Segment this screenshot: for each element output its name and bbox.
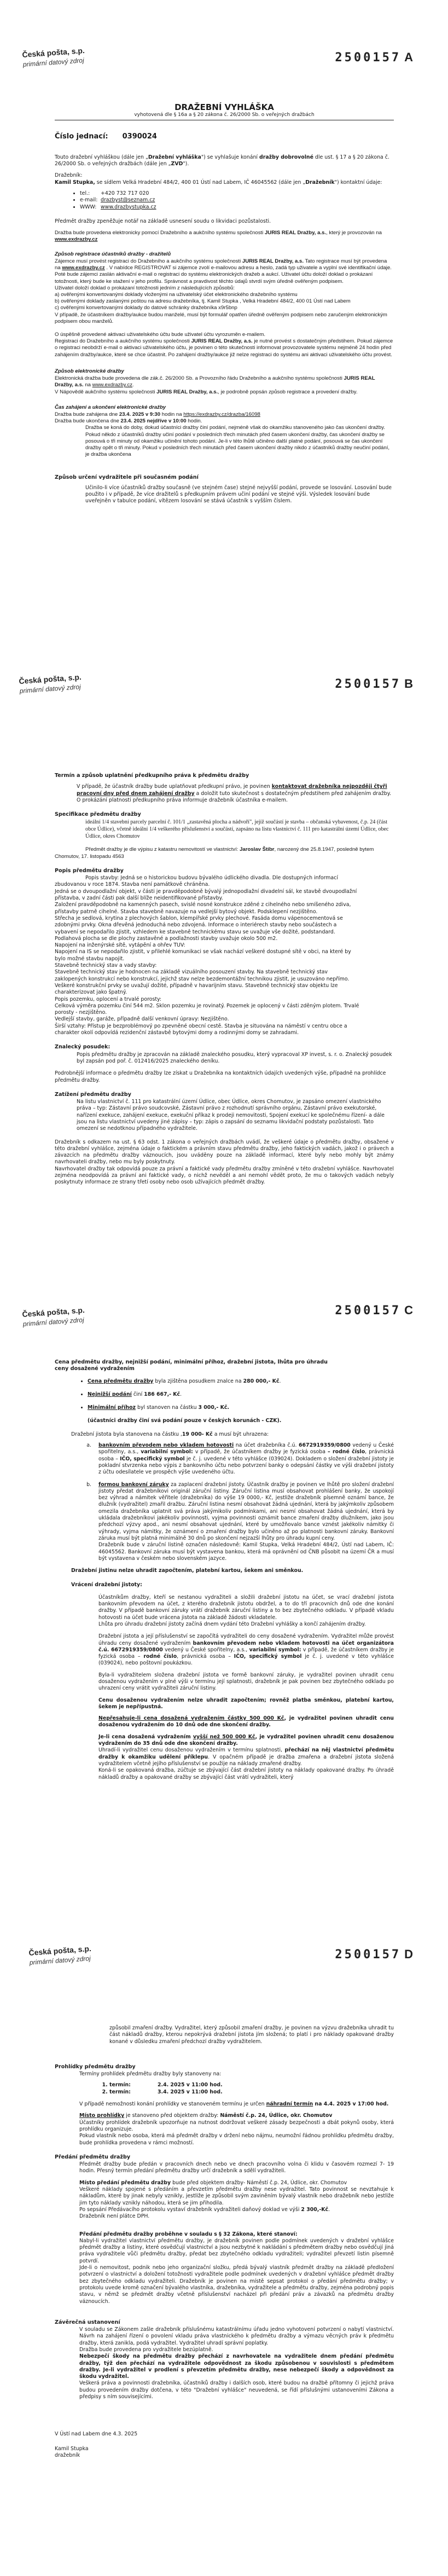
text: dražby dobrovolné <box>259 154 313 160</box>
description-heading: Popis předmětu dražby <box>55 867 124 874</box>
signature-block <box>55 2431 394 2459</box>
text: vyšší než 500 000 Kč <box>193 1733 255 1740</box>
text: náhradní termín <box>266 2101 313 2108</box>
repeat-text: Koná-li se opakovaná dražba, zúčtuje se zbývající část dražební jistoty na náklady opakované dražby. Po úhradě nákladů dražby a opakované dražby se zbývající část vrátí vydražiteli, který <box>98 1767 394 1780</box>
start-time: 23.4. 2025 v 9:30 <box>119 411 161 418</box>
description-line: Jedná se o dvoupodlažní objekt, v části je pravděpodobně bývalý jednopodlažní divadelní sál, ke stavbě dvoupodlažní přístavba, v zadní části pak další blíže neidentifikované přístavby. <box>55 888 357 902</box>
tour-term <box>109 2082 394 2088</box>
registration-text <box>55 258 394 285</box>
text: JURIS REAL Dražby, a.s. <box>264 230 327 236</box>
time-detail: Dražba se koná do doby, dokud účastníci dražby činí podání, nejméně však do okamžiku stanoveného jako čas ukončení dražby. Pokud někdo z účastníků dražby učiní podání v posledních třech minutách před časem ukončení dražby, čas ukončení dražby se posouvá o tři minuty od okamžiku učinění tohoto podání. Je-li v této lhůtě učiněno další platné podání, posouvá se čas ukončení dražby opět o tři minuty. Pokud v posledních třech minutách před časem ukončení dražby nikdo z účastníků dražby neučiní podání, je dražba ukončena <box>85 425 390 458</box>
contact-label: e-mail: <box>80 197 98 204</box>
text: a doložit tuto skutečnost s dostatečným předstihem před zahájením dražby. <box>194 790 391 797</box>
safety-note: Účastníky prohlídek dražebník upozorňuje na nutnost dodržovat veškeré zásady bezpečnosti a dbát pokynů osoby, která prohlídku organizuje. <box>79 2119 394 2132</box>
text: byl stanoven na částku <box>136 1405 199 1411</box>
text: , který je provozován na <box>326 230 382 236</box>
page-suffix: B <box>404 677 415 691</box>
text: Elektronická dražba bude provedena dle zák.č. 26/2000 Sb. a Provozního řádu Dražebního a aukčního systému společnosti <box>55 375 344 382</box>
postal-stamp <box>19 672 82 695</box>
postal-org: Česká pošta, s.p. <box>22 1306 85 1319</box>
page-suffix: D <box>404 1947 415 1961</box>
registration-section <box>55 258 394 358</box>
text: Tato registrace musí být provedena na <box>55 258 387 271</box>
exdrazby-link[interactable]: www.exdrazby.cz <box>92 382 133 388</box>
text: Místo předání předmětu dražby <box>79 2179 171 2186</box>
czk-note: (účastníci dražby činí svá podání pouze v českých korunách - CZK). <box>88 1418 282 1424</box>
reference-number <box>55 134 394 140</box>
settle-text <box>98 1633 394 1667</box>
handover-section <box>55 2161 394 2305</box>
owner-name: Jaroslav Štíbr <box>240 846 275 853</box>
more-info: Podrobnější informace o předmětu dražby lze získat u Dražebníka na kontaktních údajích uvedených výše, případně na prohlídce předmětu dražby. <box>55 1070 386 1083</box>
vat-note: Dražebník není plátce DPH. <box>79 2213 150 2220</box>
text: variabilní symbol: <box>141 1449 193 1455</box>
tour-address: Náměstí č.p. 24, Údlice, okr. Chomutov <box>220 2113 333 2119</box>
place-date: V Ústí nad Labem dne 4.3. 2025 <box>55 2431 138 2438</box>
tour-term <box>109 2089 394 2096</box>
tour-intro: Termíny prohlídek předmětu dražby byly stanoveny na: <box>79 2071 222 2078</box>
ownership-text <box>98 1747 394 1767</box>
preemption-heading: Termín a způsob uplatnění předkupního práva k předmětu dražby <box>55 773 249 779</box>
winner-heading: Způsob určení vydražitele při současném podání <box>55 474 199 481</box>
lowest-bid: 186 667,- Kč <box>144 1391 181 1397</box>
return-section <box>55 1594 394 1781</box>
document-number-value: 2500157 <box>335 1304 402 1318</box>
text: Dražba bude ukončena dne <box>55 418 121 425</box>
signer-name: Kamil Stupka <box>55 2445 89 2452</box>
text: JURIS REAL Dražby, a.s. <box>156 388 218 395</box>
end-line <box>55 418 394 425</box>
s32-text-1: Nabyl-li vydražitel vlastnictví předmětu dražby, je dražebník povinen podle podmínek uvedených v dražební vyhlášce předmět dražby a listiny, které osvědčují vlastnictví a jsou nezbytné k nakládání s předmětem dražby nebo osvědčují jiná práva vydražitele vůči předmětu dražby, předat bez zbytečného odkladu vydražiteli; vydražitel převzetí listin písemně potvrdí. <box>79 2237 394 2264</box>
text: JURIS REAL Dražby, a.s. <box>242 258 304 264</box>
owner-refuse-note: Pokud vlastník nebo osoba, která má předmět dražby v držení nebo nájmu, neumožní řádnou prohlídku předmětu dražby, bude prohlídka provedena v rámci možností. <box>79 2133 394 2146</box>
price-item <box>88 1405 394 1411</box>
document-number-value: 2500157 <box>335 677 402 691</box>
registration-way-c: c) ověřenými konvertovanými doklady do datové schránky dražebníka x9r5bnp <box>55 305 237 311</box>
return-heading: Vrácení dražební jistoty: <box>71 1582 142 1588</box>
expert-heading: Znalecký posudek: <box>55 1044 110 1051</box>
continuation-text: způsobil zmaření dražby. Vydražitel, který způsobil zmaření dražby, je povinen na výzvu dražebníka uhradit tu část nákladů dražby, kterou nepokrývá dražební jistota jím složená; to platí i pro náklady opakované dražby konané v důsledku zmaření předchozí dražby vydražitelem. <box>109 2025 394 2045</box>
payment-method-a <box>93 1442 394 1476</box>
text: Minimální příhoz <box>88 1405 136 1411</box>
contact-email <box>80 197 394 204</box>
text: , narozený dne 25.8.1947, posledně bytem Chomutov, 17. listopadu 4563 <box>55 846 374 860</box>
end-time: 23.4. 2025 nejdříve v 10:00 <box>120 418 187 425</box>
handover-place <box>79 2180 394 2186</box>
document-number-value: 2500157 <box>335 1948 402 1962</box>
tour-section <box>55 2101 394 2146</box>
signer-role: dražebník <box>55 2452 80 2458</box>
text: V případě, že účastník dražby bude uplatňovat předkupní právo, je povinen <box>77 784 272 790</box>
specification-heading: Specifikace předmětu dražby <box>55 811 141 818</box>
text: Dražba bude zahájena dne <box>55 411 119 418</box>
postal-sub: primární datový zdroj <box>29 1954 91 1966</box>
text: v případě, že účastníkem dražby je fyzická osoba <box>193 1449 328 1455</box>
text: IČO, specifický symbol <box>120 1455 185 1462</box>
email-link[interactable]: drazbyst@seznam.cz <box>101 197 155 204</box>
page-3 <box>0 1288 448 1932</box>
method-text <box>55 375 394 388</box>
text: Dražební jistota byla stanovena na částku , <box>71 1431 182 1437</box>
phone-value: +420 732 717 020 <box>101 190 149 197</box>
costs-text: Veškeré náklady spojené s předáním a převzetím předmětu dražby nese vydražitel. Tato povinnost se nevztahuje k nákladům, které by jinak nebyly vznikly, jestliže je způsobil svým zaviněním bývalý vlastník nebo dražebník nebo jestliže jim tyto náklady vznikly náhodou, která se jim přihodila. <box>79 2186 394 2206</box>
document-number <box>335 1303 415 1318</box>
text: rodné číslo <box>143 1653 177 1660</box>
exdrazby-link[interactable]: www.exdrazby.cz <box>62 265 105 271</box>
text: činí <box>131 1391 144 1397</box>
text: je č. j. uvedené v této vyhlášce (039024), nebo poštovní poukázkou. <box>98 1653 394 1667</box>
handover-heading: Předání předmětu dražby <box>55 2154 131 2160</box>
start-line <box>55 411 394 418</box>
text: , je vydražitel povinen uhradit cenu dosaženou vydražením do 35 dnů ode dne skončení dražby. <box>98 1733 394 1747</box>
description-line: Napojení na IS se nepodařilo zjistit, v přilehlé komunikaci se však nachází veškeré dostupné sítě v obci, na které by bylo možné stavbu napojit. <box>55 949 351 962</box>
min-increment: 3 000,- Kč. <box>198 1405 229 1411</box>
document-number <box>335 677 415 691</box>
intro-paragraph <box>55 154 394 168</box>
price-list <box>55 1378 394 1412</box>
reference-value: 0390024 <box>122 132 157 141</box>
return-deadline: Lhůta pro úhradu dražební jistoty začíná dnem vydání této Dražební vyhlášky a končí zahájením dražby. <box>98 1621 366 1627</box>
term-label: termín: <box>109 2082 131 2088</box>
estimated-price: 280 000,- Kč <box>243 1378 280 1384</box>
text: , právnická osoba – <box>98 1449 394 1462</box>
final-text-3: Veškerá práva a povinnosti dražebníka, účastníků dražby i dalších osob, které budou na dražbě přítomny či jejichž práva budou provedením dražby dotčena, v této "Dražební vyhlášce" neuvedená, se řídí příslušnými ustanoveními Zákona a předpisy s ním souvisejícími. <box>79 2380 394 2400</box>
text: a musí být uhrazena: <box>212 1431 269 1437</box>
activation-text <box>55 338 394 358</box>
text: variabilní symbol: <box>249 1646 301 1653</box>
description-line: Stavebně technický stav je hodnocen na základě vizuálního posouzení stavby. Na stavebně technický stav zaklopených konstrukcí nebo konstrukcí, jejichž stav nelze bezdemontážní technikou zjistit, je usuzováno nepřímo. Veškeré konstrukční prvky se uvažují dožité, případně v havarijním stavu. Stavebně technický stav objektu lze charakterizovat jako špatný. <box>55 969 350 996</box>
text: byla zjištěna posudkem znalce na <box>153 1378 243 1384</box>
text: IČO, specifický symbol <box>234 1653 302 1660</box>
notary-note: Předmět dražby zpeněžuje notář na základě usnesení soudu o likvidaci pozůstalosti. <box>55 218 271 224</box>
page-suffix: A <box>404 50 415 64</box>
description-text <box>55 875 361 1036</box>
text: V Nápovědě aukčního systému společnosti <box>55 388 157 395</box>
description-line: Širší vztahy: Přístup je bezproblémový po zpevněné obecní cestě. Stavba je situována na náměstí v centru obce a charakter okolí odpovídá rezidenční zástavbě bytovými domy a rodinnými domy se zahradami. <box>55 1023 347 1036</box>
under-limit <box>98 1715 394 1729</box>
description-line: Celková výměra pozemku činí 544 m2. Sklon pozemku je rovinatý. Pozemek je oplocený v části zděným plotem. Trvalé porosty - nezjištěno. <box>55 1002 359 1016</box>
text: na <box>83 382 92 388</box>
time-section <box>55 411 394 458</box>
registration-way-b: b) ověřenými doklady zaslanými poštou na adresu dražebníka, tj. Kamil Stupka , Velká Hradební 484/2, 400 01 Ústí nad Labem <box>55 298 351 305</box>
description-line: Střecha je sedlová, krytina z plechových šablon, klempířské prvky plechové. Fasáda domu vápenocementová se zdobnými prvky. Okna dřevěná jednoduchá nebo zdvojená. Informace o interiérech stavby nebo součástech a vybavení se nepodařilo zjistit, vzhledem ke stavebně technickému stavu se uvažuje vše dožité, podstandard. Podlahová plocha se dle plochy zastavěné a podlažnosti stavby uvažuje okolo 500 m2. <box>55 915 343 942</box>
text: na účet dražebníka č.ú. <box>234 1442 299 1449</box>
final-text-1: V souladu se Zákonem zašle dražebník příslušnému katastrálnímu úřadu jedno vyhotovení potvrzení o nabytí vlastnictví. Návrh na zahájení řízení o povolení vkladu práva vlastnického k předmětu dražby a výmazu věcných práv k předmětu dražby, která zanikla, podá vydražitel. Vydražitel uhradí správní poplatky. <box>79 2326 394 2346</box>
description-line: Založení pravděpodobně na kamenných pasech, svislé nosné konstrukce zděné z cihelného nebo smíšeného zdiva, přístavby patrně cihelné. Stavba stavebně navazuje na vedlejší bytový objekt. Podsklepení nezjištěno. <box>55 902 351 915</box>
text: je nutné provést s dostatečným předstihem. Pokud zájemce o registraci neobdrží e-mail o aktivaci uživatelského účtu, je povinen o této skutečnosti informovat provozovatele systému nejméně 24 hodin před zahájením dražby/aukce, které se chce účastnit. Po zahájení dražby/aukce již nelze registraci do systému ani aktivaci uživatelského účtu provést. <box>55 338 393 358</box>
contact-phone <box>80 190 394 197</box>
electronic-note <box>55 230 394 243</box>
term-date: 2.4. 2025 v 11:00 hod. <box>158 2082 223 2088</box>
text: kontaktovat dražebníka nejpozději čtyři pracovní dny před dnem zahájení dražby <box>77 784 387 797</box>
text: bude před objektem dražby- Náměstí č.p. 24, Údlice, okr. Chomutov <box>171 2179 347 2186</box>
text: ") se vyhlašuje konání <box>201 154 260 160</box>
registration-way-a: a) ověřenými konvertovanými doklady vloženými na uživatelský účet elektronického dražebního systému <box>55 291 298 298</box>
over-limit <box>98 1734 394 1748</box>
term-date: 3.4. 2025 v 11:00 hod. <box>158 2088 223 2095</box>
description-line: Popis pozemku, oplocení a trvalé porosty: <box>55 996 162 1002</box>
text: Dražebník <box>305 179 335 185</box>
text: hodin na <box>160 411 184 418</box>
risk-text: Nebezpečí škody na předmětu dražby přechází z navrhovatele na vydražitele dnem předání předmětu dražby, týž den přechází na vydražitele odpovědnost za škodu způsobenou v souvislosti s předmětem dražby. Je-li vydražitel v prodlení s převzetím předmětu dražby, nese nebezpečí škody a odpovědnost za škodu vydražitel. <box>79 2353 394 2380</box>
alt-term <box>79 2101 394 2108</box>
contact-web <box>80 204 394 211</box>
description-line: Popis stavby: Jedná se o historickou budovu bývalého údlického divadla. Dle dostupných informací zbudovanou v roce 1874. Stavba není památkově chráněna. <box>55 875 338 888</box>
text: . <box>132 382 134 388</box>
auctioneer-label: Dražebník: <box>55 172 83 179</box>
text: je stanoveno před objektem dražby: <box>124 2113 220 2119</box>
text: . <box>328 2206 330 2213</box>
invoice-text <box>79 2207 394 2213</box>
method-heading: Způsob elektronické dražby <box>55 368 124 374</box>
text: v případě, že účastníkem dražby je fyzická osoba – <box>98 1646 394 1660</box>
payment-methods <box>55 1442 394 1562</box>
alt-term-date: na 4.4. 2025 v 17:00 hod. <box>313 2101 389 2108</box>
time-heading: Čas zahájení a ukončení elektronické dražby <box>55 404 166 410</box>
postal-stamp <box>22 1306 85 1328</box>
postal-stamp <box>22 46 85 68</box>
specification-text: ideální 1/4 stavební parcely parcelní č. 101/1 „zastavěná plocha a nádvoří", jejíž součástí je stavba – občanská vybavenost, č.p. 24 (část obce Údlice), včetně ideální 1/4 veškerého příslušenství a součástí, zapsáno na listu vlastnictví č. 111 pro katastrální území Údlice, obec Údlice, okres Chomutov <box>85 819 389 840</box>
text: O prokázání platnosti předkupního práva informuje dražebník účastníka e-mailem. <box>77 797 288 803</box>
page-1 <box>0 0 448 644</box>
text: hodin. <box>186 418 202 425</box>
price-item <box>88 1391 394 1398</box>
postal-org: Česká pošta, s.p. <box>22 46 85 59</box>
term-label: termín: <box>109 2088 131 2095</box>
text: Dražební vyhláška <box>148 154 201 160</box>
return-text: Účastníkům dražby, kteří se nestanou vydražiteli a složili dražební jistotu na účet, se vrací dražební jistota bankovním převodem na účet, z kterého dražebník jistotu obdržel, a to do tří pracovních dnů ode dne konání dražby. V případě bankovní záruky vrátí dražebník záruční listiny a to bez zbytečného odkladu. V případě vkladu hotovosti na účet bude vrácena jistota na základě žádosti vkladatele. <box>98 1594 394 1621</box>
text: Zájemce musí provést registraci do Dražebního a aukčního systému společnosti <box>55 258 242 264</box>
document-number <box>335 50 415 65</box>
postal-org: Česká pošta, s.p. <box>19 672 82 686</box>
registration-heading: Způsob registrace účastníků dražby - dražitelů <box>55 251 171 257</box>
text: vedený u České spořitelny, a.s., <box>98 1442 394 1455</box>
reference-label: Číslo jednací: <box>55 132 108 141</box>
text: , je podrobně popsán způsob registrace a provedení dražby. <box>218 388 358 395</box>
exdrazby-link[interactable]: www.exdrazby.cz <box>55 236 98 243</box>
text: Registraci do Dražebního a aukčního systému společnosti <box>55 338 191 345</box>
text: za zaplacení dražební jistoty. Účastník dražby je povinen ve lhůtě pro složení dražební jistoty předat dražebníkovi originál záruční listiny. Záruční listina musí obsahovat prohlášení banky, že uspokojí bez výhrad a námitek věřitele (dražebníka) do výše 19 0000,- Kč, jestliže dražebník písemně oznámí bance, že dlužník (vydražitel) zmařil dražbu. Záruční listina nesmí obsahovat žádná ujednání, která by jakýmkoliv způsobem omezila dražebníka uplatnit svá práva jakýmikoliv podmínkami, ani nesmí obsahovat žádná ujednání, která by ukládala dražebníkovi jakékoliv povinnosti, vyjma povinnosti oznámit bance zmaření dražby dlužníkem, jako jsou předchozí výzvy apod., ani nesmí obsahovat ujednání, které by umožňovalo bance vznést jakékoliv námitky či výhrady, vyjma námitky, že oznámení o zmaření dražby bylo učiněno až po platnosti bankovní záruky. Bankovní záruka musí být platná minimálně 30 dnů po skončení nejzazší lhůty pro úhradu kupní ceny. <box>98 1481 394 1541</box>
text: ZVD <box>171 161 183 167</box>
handover-text: Předmět dražby bude předán v pracovních dnech nebo ve dnech pracovního volna či klidu v časovém rozmezí 7- 19 hodin. Přesný termín předání předmětu dražby určí dražebník a sdělí vydražiteli. <box>79 2161 394 2174</box>
page-4 <box>0 1932 448 2576</box>
text: . V nabídce REGISTROVAT si zájemce zvolí e-mailovou adresu a heslo, zadá typ uživatele a vyplní své identifikační údaje. Poté bude zájemci zaslán aktivační e-mail o registraci do systému elektronických dražeb a aukcí. Uživatel účtu doloží doklad o prokázaní totožnosti, který bude ke stažení v jeho profilu. Správnost a pravdivost těchto údajů stvrdí svým úředně ověřeným podpisem. <box>55 265 392 285</box>
text: Cena předmětu dražby <box>88 1378 154 1384</box>
text: přechází na něj vlastnictví předmětu dražby k okamžiku udělení příklepu <box>98 1747 394 1760</box>
no-offset-price: Cenu dosaženou vydražením nelze uhradit započtením; rovněž platba směnkou, platební kartou, šekem je nepřípustná. <box>98 1697 394 1710</box>
auctioneer-paragraph <box>55 179 394 186</box>
tour-place <box>79 2113 394 2119</box>
text: bankovním převodem nebo vkladem hotovosti na účet organizátora č.ú. 6672919359/0800 <box>98 1640 394 1653</box>
preemption-text <box>55 784 394 804</box>
text: . <box>279 1378 281 1384</box>
text: Je-li cena dosažená vydražením <box>98 1733 193 1740</box>
page-subtitle: vyhotovená dle § 16a a § 20 zákona č. 26/2000 Sb. o veřejných dražbách <box>55 112 394 120</box>
text: Touto dražební vyhláškou (dále jen „ <box>55 154 148 160</box>
owner-text <box>55 846 394 860</box>
registration-ways: Uživatel doloží doklad o prokázaní totožnosti jedním z následujících způsobů: <box>55 285 235 291</box>
page-title: DRAŽEBNÍ VYHLÁŠKA <box>174 102 274 112</box>
description-line: Vedlejší stavby, garáže, případně další venkovní úpravy: Nezjištěno. <box>55 1016 229 1023</box>
final-section <box>55 2326 394 2400</box>
text: se sídlem Velká Hradební 484/2, 400 01 Ústí nad Labem, IČ 46045562 (dále jen „ <box>95 179 306 185</box>
document-number <box>335 1947 415 1962</box>
tour-heading: Prohlídky předmětu dražby <box>55 2063 136 2070</box>
deposit-amount: 19 000- Kč <box>182 1431 213 1437</box>
guarantee-text: Byla-li vydražitelem složena dražební jistota ve formě bankovní záruky, je vydražitel povinen uhradit cenu dosaženou vydražením v plné výši v termínu její splatnosti, dražebník je pak povinen bez zbytečného odkladu po uhrazení ceny vrátit vydražiteli záruční listiny. <box>98 1672 394 1692</box>
text: JURIS REAL Dražby, a.s. <box>55 375 375 388</box>
text: Po sepsání Předávacího protokolu vystaví dražebník vydražiteli daňový doklad ve výši <box>79 2206 301 2213</box>
price-item <box>88 1378 394 1385</box>
tour-terms <box>55 2082 394 2096</box>
page-2 <box>0 644 448 1288</box>
text: je č. j. uvedené v této vyhlášce (039024). Dokladem o složení dražební jistoty je pokladní stvrzenka nebo výpis z bankovního účtu nebo potvrzení banky o odepsání částky ve výši dražební jistoty z účtu odesílatele ve prospěch výše uvedeného účtu. <box>98 1455 394 1476</box>
payment-method-b <box>93 1482 394 1563</box>
help-text <box>55 389 394 396</box>
text: . <box>180 1391 182 1397</box>
text: – rodné číslo <box>328 1449 365 1455</box>
postal-stamp <box>28 1944 92 1966</box>
postal-sub: primární datový zdroj <box>22 56 85 68</box>
activation-note: O úspěšně provedené aktivaci uživatelského účtu bude uživatel účtu vyrozuměn e-mailem. <box>55 332 266 338</box>
text: JURIS REAL Dražby, a.s. <box>191 338 253 345</box>
postal-sub: primární datový zdroj <box>22 1316 85 1328</box>
text: formou bankovní záruky <box>98 1481 169 1488</box>
burden-heading: Zatížení předmětu dražby <box>55 1091 131 1098</box>
text: Dražba bude provedena elektronicky pomocí Dražebního a aukčního systému společnosti <box>55 230 265 236</box>
account-number: 6672919359/0800 <box>299 1442 351 1449</box>
contact-label: tel.: <box>80 190 90 197</box>
disclaimer-1: Dražebník s odkazem na ust. § 63 odst. 1 zákona o veřejných dražbách uvádí, že veškeré údaje o předmětu dražby, obsažené v této dražební vyhlášce, zejména údaje o faktickém a právním stavu předmětu dražby, jeho faktických vadách, jakož i o právech a závazcích na předmětu dražby váznoucích, jsou uváděny pouze na základě informací, které byly nebo mohly být známy navrhovateli dražby, nebo mu byly poskytnuty. <box>55 1139 394 1165</box>
page-suffix: C <box>404 1303 415 1317</box>
disclaimer-2: Navrhovatel dražby tak odpovídá pouze za právní a faktické vady předmětu dražby zmíněné v této dražební vyhlášce. Navrhovatel zejména neodpovídá za právní ani faktické vady, o nichž nevěděl a ani nemohl vědět proto, že mu o takových vadách nebyly poskytnuty informace ze strany třetí osoby nebo osob užívajících předmět dražby. <box>55 1165 394 1186</box>
no-offset-note: Dražební jistinu nelze uhradit započtením, platební kartou, šekem ani směnkou. <box>71 1568 304 1574</box>
auction-link[interactable]: https://exdrazby.cz/drazba/16098 <box>183 411 260 418</box>
text: ") kontaktní údaje: <box>334 179 382 185</box>
text: Nejnižší podání <box>88 1391 132 1397</box>
contact-label: WWW: <box>80 204 97 210</box>
description-line: Stavebně technický stav a vady stavby: <box>55 962 157 969</box>
auctioneer-name: Kamil Stupka, <box>55 179 95 185</box>
s32-text-2: Jde-li o nemovitost, podnik nebo jeho organizační složku, předá bývalý vlastník předmět dražby na základě předložení potvrzení o vlastnictví a doložení totožnosti vydražitele podle podmínek uvedených v dražební vyhlášce předmět dražby bez zbytečného odkladu vydražiteli. Dražebník je povinen na místě sepsat protokol o předání předmětu dražby; v protokolu uvede kromě označení bývalého vlastníka, dražebníka, vydražitele a předmětu dražby, zejména podrobný popis stavu, v němž se předmět dražby včetně příslušenství nacházel při předání práv a závazků na předmětu dražby váznoucích. <box>79 2265 394 2305</box>
text: Dražebník bude v záruční listině označen následovně: Kamil Stupka, Velká Hradební 484/2, Ústí nad Labem, IČ: 46045562. Bankovní záruka musí být vystavena bankou, která má oprávnění od ČNB působit na území ČR a musí být vystavena v českém nebo slovenském jazyce. <box>98 1542 394 1562</box>
final-heading: Závěrečná ustanovení <box>55 2319 120 2325</box>
s32-heading: Předání předmětu dražby proběhne v souladu s § 32 Zákona, které stanoví: <box>79 2231 298 2237</box>
postal-sub: primární datový zdroj <box>19 683 82 695</box>
price-heading: Cena předmětu dražby, nejnižší podání, minimální příhoz, dražební jistota, lhůta pro úhradu ceny dosažené vydražením <box>55 1359 328 1372</box>
document-number-value: 2500157 <box>335 51 402 65</box>
winner-text: Učinilo-li více účastníků dražby současně (ve stejném čase) stejné nejvyšší podání, provede se losování. Losování bude použito i v případě, že více dražitelů s předkupním právem učiní podání ve stejné výši. Výsledek losování bude uveřejněn v tabulce podání, vítězem losování se stává účastník s vyšším číslem. <box>85 484 392 504</box>
text: vedený u České spořitelny, a.s., <box>162 1646 249 1653</box>
text: dle ust. § 17 a § 20 zákona č. 26/2000 Sb. o veřejných dražbách (dále jen „ <box>55 154 389 167</box>
final-text-2: Dražba bude provedena pro vydražitele bezúplatně. <box>79 2346 213 2353</box>
deposit-text <box>55 1431 394 1438</box>
contact-list <box>55 190 394 211</box>
text: , je vydražitel povinen uhradit cenu dosaženou vydražením do 10 dnů ode dne skončení dražby. <box>98 1715 394 1728</box>
website-link[interactable]: www.drazbystupka.cz <box>101 204 156 210</box>
text: Nepřesahuje-li cena dosažená vydražením částky 500 000 Kč <box>98 1715 284 1722</box>
text: , právnická osoba – <box>177 1653 234 1660</box>
postal-org: Česká pošta, s.p. <box>28 1944 92 1957</box>
registration-spouses: V případě, že účastníkem dražby/aukce budou manželé, musí být formulář opatřen úředně ověřeným podpisem nebo zaručeným elektronickým podpisem obou manželů. <box>55 311 387 324</box>
description-line: Napojení na inženýrské sítě, vytápění a ohřev TUV: <box>55 942 185 949</box>
expert-text: Popis předmětu dražby je zpracován na základě znaleckého posudku, který vypracoval XP invest, s. r. o. Znalecký posudek byl zapsán pod poř. č. 012416/2025 znaleckého deníku. <box>77 1051 392 1064</box>
method-section <box>55 375 394 396</box>
text: V případě nemožnosti konání prohlídky ve stanoveném termínu je určen <box>79 2101 266 2108</box>
text: "). <box>183 161 189 167</box>
text: Místo prohlídky <box>79 2113 125 2119</box>
text: Dražební jistota a její příslušenství se započítá vydražiteli do ceny dosažené vydražením. Vydražitel může provést úhradu ceny dosažené vydražením <box>98 1633 394 1646</box>
invoice-amount: 2 300,-Kč <box>301 2206 329 2213</box>
text: . V opačném případě je dražba zmařena a dražební jistota složená vydražitelem včetně jejího příslušenství se použije na náklady zmařené dražby. <box>98 1754 394 1767</box>
text: bankovním převodem nebo vkladem hotovosti <box>98 1442 234 1449</box>
burden-text: Na listu vlastnictví č. 111 pro katastrální území Údlice, obec Údlice, okres Chomutov, je zapsáno omezení vlastnického práva – typ: Zástavní právo soudcovské, Zástavní právo z rozhodnutí správního orgánu, Zástavní právo exekutorské, nařízení exekuce, zahájení exekuce, exekuční příkaz k prodeji nemovitosti, Spojení exekucí ke společnému řízení- a dále jsou na listu vlastnictví uvedeny jiné zápisy – typ: zápis o zapsání do seznamu likvidační podstaty pozůstalosti. Tato omezení se nedotknou případného vydražitele. <box>77 1099 385 1132</box>
text: Uhradí-li vydražitel cenu dosaženou vydražením v termínu splatnosti, <box>98 1747 285 1754</box>
text: Předmět dražby je dle výpisu z katastru nemovitostí ve vlastnictví: <box>85 846 240 853</box>
